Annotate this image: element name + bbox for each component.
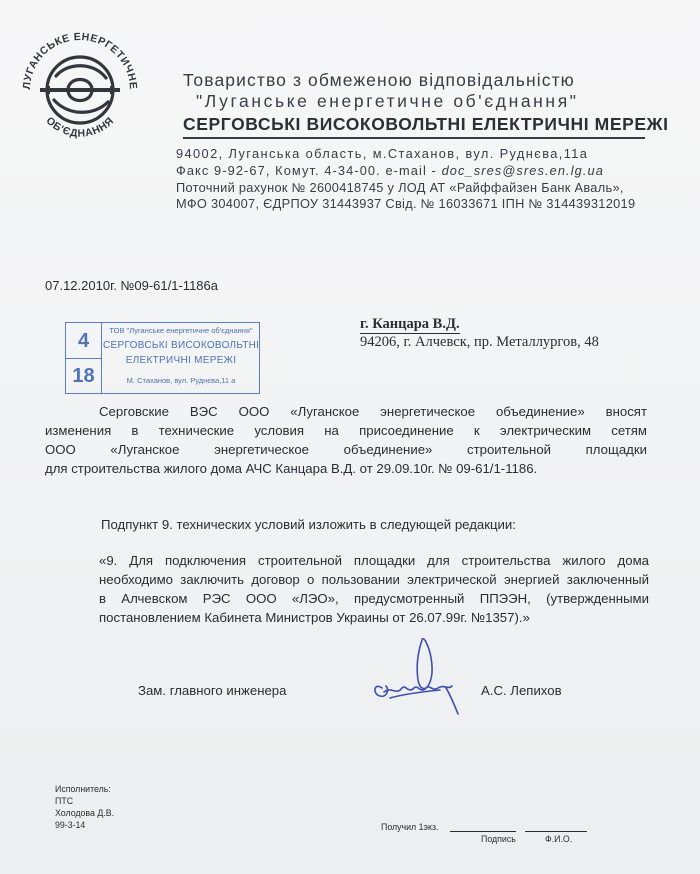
stamp-number-bottom: 18 (72, 365, 95, 387)
paragraph-1-line: ООО «Луганское энергетическое объединение» строительной площадки (45, 442, 647, 457)
registration-stamp (65, 322, 260, 394)
paragraph-1 (45, 402, 647, 478)
name-caption: Ф.И.О. (545, 834, 573, 844)
recipient-name (360, 316, 460, 333)
org-bank-account: Поточний рахунок № 2600418745 у ЛОД АТ «Райффайзен Банк Аваль», (176, 180, 624, 195)
stamp-number-column (66, 323, 102, 393)
stamp-line3: ЕЛЕКТРИЧНІ МЕРЕЖІ (125, 355, 237, 366)
signature-blank-line (450, 831, 516, 832)
paragraph-3-line: необходимо заключить договор о пользовании электрической энергией заключенный (99, 572, 649, 587)
org-address: 94002, Луганська область, м.Стаханов, вул. Руднєва,11а (176, 146, 589, 161)
letter-reference: 07.12.2010г. №09-61/1-1186а (45, 278, 218, 293)
org-name-line1: Товариство з обмеженою відповідальністю (183, 70, 575, 90)
paragraph-2-line: Подпункт 9. технических условий изложить в следующей редакции: (101, 517, 516, 532)
paragraph-3 (99, 551, 649, 627)
org-contacts (176, 163, 604, 178)
executor-department: ПТС (55, 796, 74, 806)
paragraph-1-line: изменения в технические условия на присоединение к электрическим сетям (45, 423, 647, 438)
paragraph-3-line: в Алчевском РЭС ООО «ЛЭО», предусмотренный ППЭЭН, (утвержденными (99, 591, 649, 606)
paragraph-3-line: «9. Для подключения строительной площадки для строительства жилого дома (99, 553, 649, 568)
paragraph-1-line: Серговские ВЭС ООО «Луганское энергетическое объединение» вносят (99, 404, 647, 419)
org-contacts-prefix: Факс 9-92-67, Комут. 4-34-00. e-mail - (176, 163, 442, 178)
executor-phone: 99-3-14 (55, 820, 86, 830)
svg-text:ОБ'ЄДНАННЯ (44, 115, 117, 140)
org-name-line3: СЕРГОВСЬКІ ВИСОКОВОЛЬТНІ ЕЛЕКТРИЧНІ МЕРЕЖІ (183, 114, 669, 134)
org-name-line2: "Луганське енергетичне об'єднання" (196, 91, 579, 111)
company-logo (14, 18, 146, 150)
logo-arc-text-bottom: ОБ'ЄДНАННЯ (43, 114, 117, 140)
paragraph-2 (101, 515, 516, 534)
paragraph-3-line: постановлением Кабинета Министров Украины от 26.07.99г. №1357).» (99, 610, 530, 625)
header-rule (183, 137, 645, 139)
recipient-address: 94206, г. Алчевск, пр. Металлургов, 48 (360, 334, 599, 350)
executor-label: Исполнитель: (55, 784, 111, 794)
stamp-line1: ТОВ "Луганське енергетичне об'єднання" (109, 326, 253, 335)
org-codes: МФО 304007, ЄДРПОУ 31443937 Свід. № 16033671 ІПН № 314439312019 (176, 196, 636, 211)
org-email: doc_sres@sres.en.lg.ua (441, 163, 604, 178)
stamp-number-top: 4 (66, 323, 101, 359)
receipt-label: Получил 1экз. (381, 822, 439, 832)
stamp-line4: М. Стаханов, вул. Руднєва,11 а (126, 376, 236, 385)
logo-arc-text-top: ЛУГАНСЬКЕ ЕНЕРГЕТИЧНЕ (20, 30, 140, 90)
name-blank-line (525, 831, 587, 832)
stamp-line2: СЕРГОВСЬКІ ВИСОКОВОЛЬТНІ (103, 340, 260, 351)
paragraph-1-line: для строительства жилого дома АЧС Канцара В.Д. от 29.09.10г. № 09-61/1-1186. (45, 461, 538, 476)
signatory-name: А.С. Лепихов (481, 683, 562, 698)
signature-caption: Подпись (481, 834, 516, 844)
handwritten-signature (360, 632, 485, 717)
recipient-name-text: г. Канцара В.Д. (360, 316, 460, 332)
executor-person: Холодова Д.В. (55, 808, 115, 818)
signatory-title: Зам. главного инженера (138, 683, 287, 698)
